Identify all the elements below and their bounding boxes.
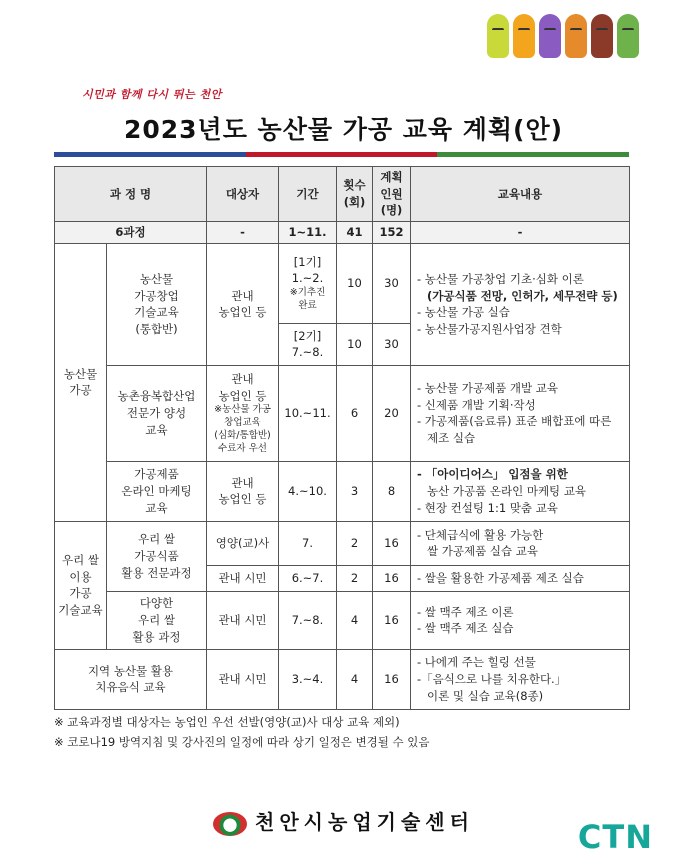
course-name: 가공제품 온라인 마케팅 교육 <box>107 461 207 521</box>
footnote: ※ 교육과정별 대상자는 농업인 우선 선발(영양(교)사 대상 교육 제외) <box>54 715 400 729</box>
education-plan-table <box>54 166 630 710</box>
summary-content: - <box>411 222 630 244</box>
ctn-watermark: CTN <box>577 818 653 856</box>
title-color-bar <box>54 152 629 157</box>
header-course: 과 정 명 <box>55 167 207 222</box>
planned-cell: 16 <box>373 591 411 649</box>
count-cell: 4 <box>337 649 373 709</box>
target-cell: 관내 농업인 등 <box>207 461 279 521</box>
mascot-character-icon <box>591 14 613 58</box>
planned-cell: 16 <box>373 649 411 709</box>
table-row <box>55 521 630 565</box>
course-name: 지역 농산물 활용 치유음식 교육 <box>55 649 207 709</box>
footnotes <box>54 712 430 752</box>
mascot-group <box>487 14 639 58</box>
count-cell: 4 <box>337 591 373 649</box>
course-name: 농촌융복합산업 전문가 양성 교육 <box>107 365 207 461</box>
group-label: 우리 쌀 이용 가공 기술교육 <box>55 521 107 649</box>
content-cell: - 농산물 가공제품 개발 교육 - 신제품 개발 기획·작성 - 가공제품(음료류) 표준 배합표에 따른 제조 실습 <box>411 365 630 461</box>
table-row <box>55 365 630 461</box>
period-cell: [2기] 7.~8. <box>279 323 337 365</box>
content-cell: - 단체급식에 활용 가능한 쌀 가공제품 실습 교육 <box>411 521 630 565</box>
period-cell: 7.~8. <box>279 591 337 649</box>
count-cell: 2 <box>337 565 373 591</box>
table-header-row <box>55 167 630 222</box>
table-row <box>55 591 630 649</box>
org-logo-icon <box>213 812 247 836</box>
planned-cell: 16 <box>373 521 411 565</box>
count-cell: 2 <box>337 521 373 565</box>
table-row <box>55 243 630 323</box>
period-cell: [1기] 1.~2. ※기추진 완료 <box>279 243 337 323</box>
content-cell: - 쌀 맥주 제조 이론 - 쌀 맥주 제조 실습 <box>411 591 630 649</box>
period-cell: 7. <box>279 521 337 565</box>
summary-count: 41 <box>337 222 373 244</box>
count-cell: 10 <box>337 323 373 365</box>
target-cell: 관내 시민 <box>207 649 279 709</box>
count-cell: 3 <box>337 461 373 521</box>
header-planned: 계획 인원 (명) <box>373 167 411 222</box>
summary-row <box>55 222 630 244</box>
content-cell: - 「아이디어스」 입점을 위한 농산 가공품 온라인 마케팅 교육 - 현장 컨설팅 1:1 맞춤 교육 <box>411 461 630 521</box>
header-target: 대상자 <box>207 167 279 222</box>
organization-name: 천안시농업기술센터 <box>255 810 474 834</box>
period-cell: 3.~4. <box>279 649 337 709</box>
content-cell: - 나에게 주는 힐링 선물 -「음식으로 나를 치유한다.」 이론 및 실습 교육(8종) <box>411 649 630 709</box>
period-cell: 10.~11. <box>279 365 337 461</box>
header-content: 교육내용 <box>411 167 630 222</box>
period-cell: 4.~10. <box>279 461 337 521</box>
group-label: 농산물 가공 <box>55 243 107 521</box>
target-cell: 관내 농업인 등 ※농산물 가공 창업교육 (심화/통합반) 수료자 우선 <box>207 365 279 461</box>
mascot-character-icon <box>487 14 509 58</box>
planned-cell: 16 <box>373 565 411 591</box>
count-cell: 6 <box>337 365 373 461</box>
mascot-character-icon <box>539 14 561 58</box>
footnote: ※ 코로나19 방역지침 및 강사진의 일정에 따라 상기 일정은 변경될 수 있음 <box>54 735 430 749</box>
planned-cell: 8 <box>373 461 411 521</box>
target-cell: 관내 시민 <box>207 565 279 591</box>
target-cell: 관내 농업인 등 <box>207 243 279 365</box>
planned-cell: 20 <box>373 365 411 461</box>
content-cell: - 농산물 가공창업 기초·심화 이론 (가공식품 전망, 인허가, 세무전략 등) - 농산물 가공 실습 - 농산물가공지원사업장 견학 <box>411 243 630 365</box>
planned-cell: 30 <box>373 243 411 323</box>
content-cell: - 쌀을 활용한 가공제품 제조 실습 <box>411 565 630 591</box>
page-title: 2023년도 농산물 가공 교육 계획(안) <box>123 115 564 144</box>
count-cell: 10 <box>337 243 373 323</box>
target-cell: 영양(교)사 <box>207 521 279 565</box>
header-period: 기간 <box>279 167 337 222</box>
summary-target: - <box>207 222 279 244</box>
summary-planned: 152 <box>373 222 411 244</box>
mascot-character-icon <box>617 14 639 58</box>
target-cell: 관내 시민 <box>207 591 279 649</box>
course-name: 우리 쌀 가공식품 활용 전문과정 <box>107 521 207 591</box>
period-cell: 6.~7. <box>279 565 337 591</box>
summary-course: 6과정 <box>55 222 207 244</box>
course-name: 농산물 가공창업 기술교육 (통합반) <box>107 243 207 365</box>
summary-period: 1~11. <box>279 222 337 244</box>
table-row <box>55 649 630 709</box>
header-count: 횟수 (회) <box>337 167 373 222</box>
planned-cell: 30 <box>373 323 411 365</box>
mascot-character-icon <box>513 14 535 58</box>
course-name: 다양한 우리 쌀 활용 과정 <box>107 591 207 649</box>
city-slogan: 시민과 함께 다시 뛰는 천안 <box>82 88 222 101</box>
table-row <box>55 461 630 521</box>
mascot-character-icon <box>565 14 587 58</box>
